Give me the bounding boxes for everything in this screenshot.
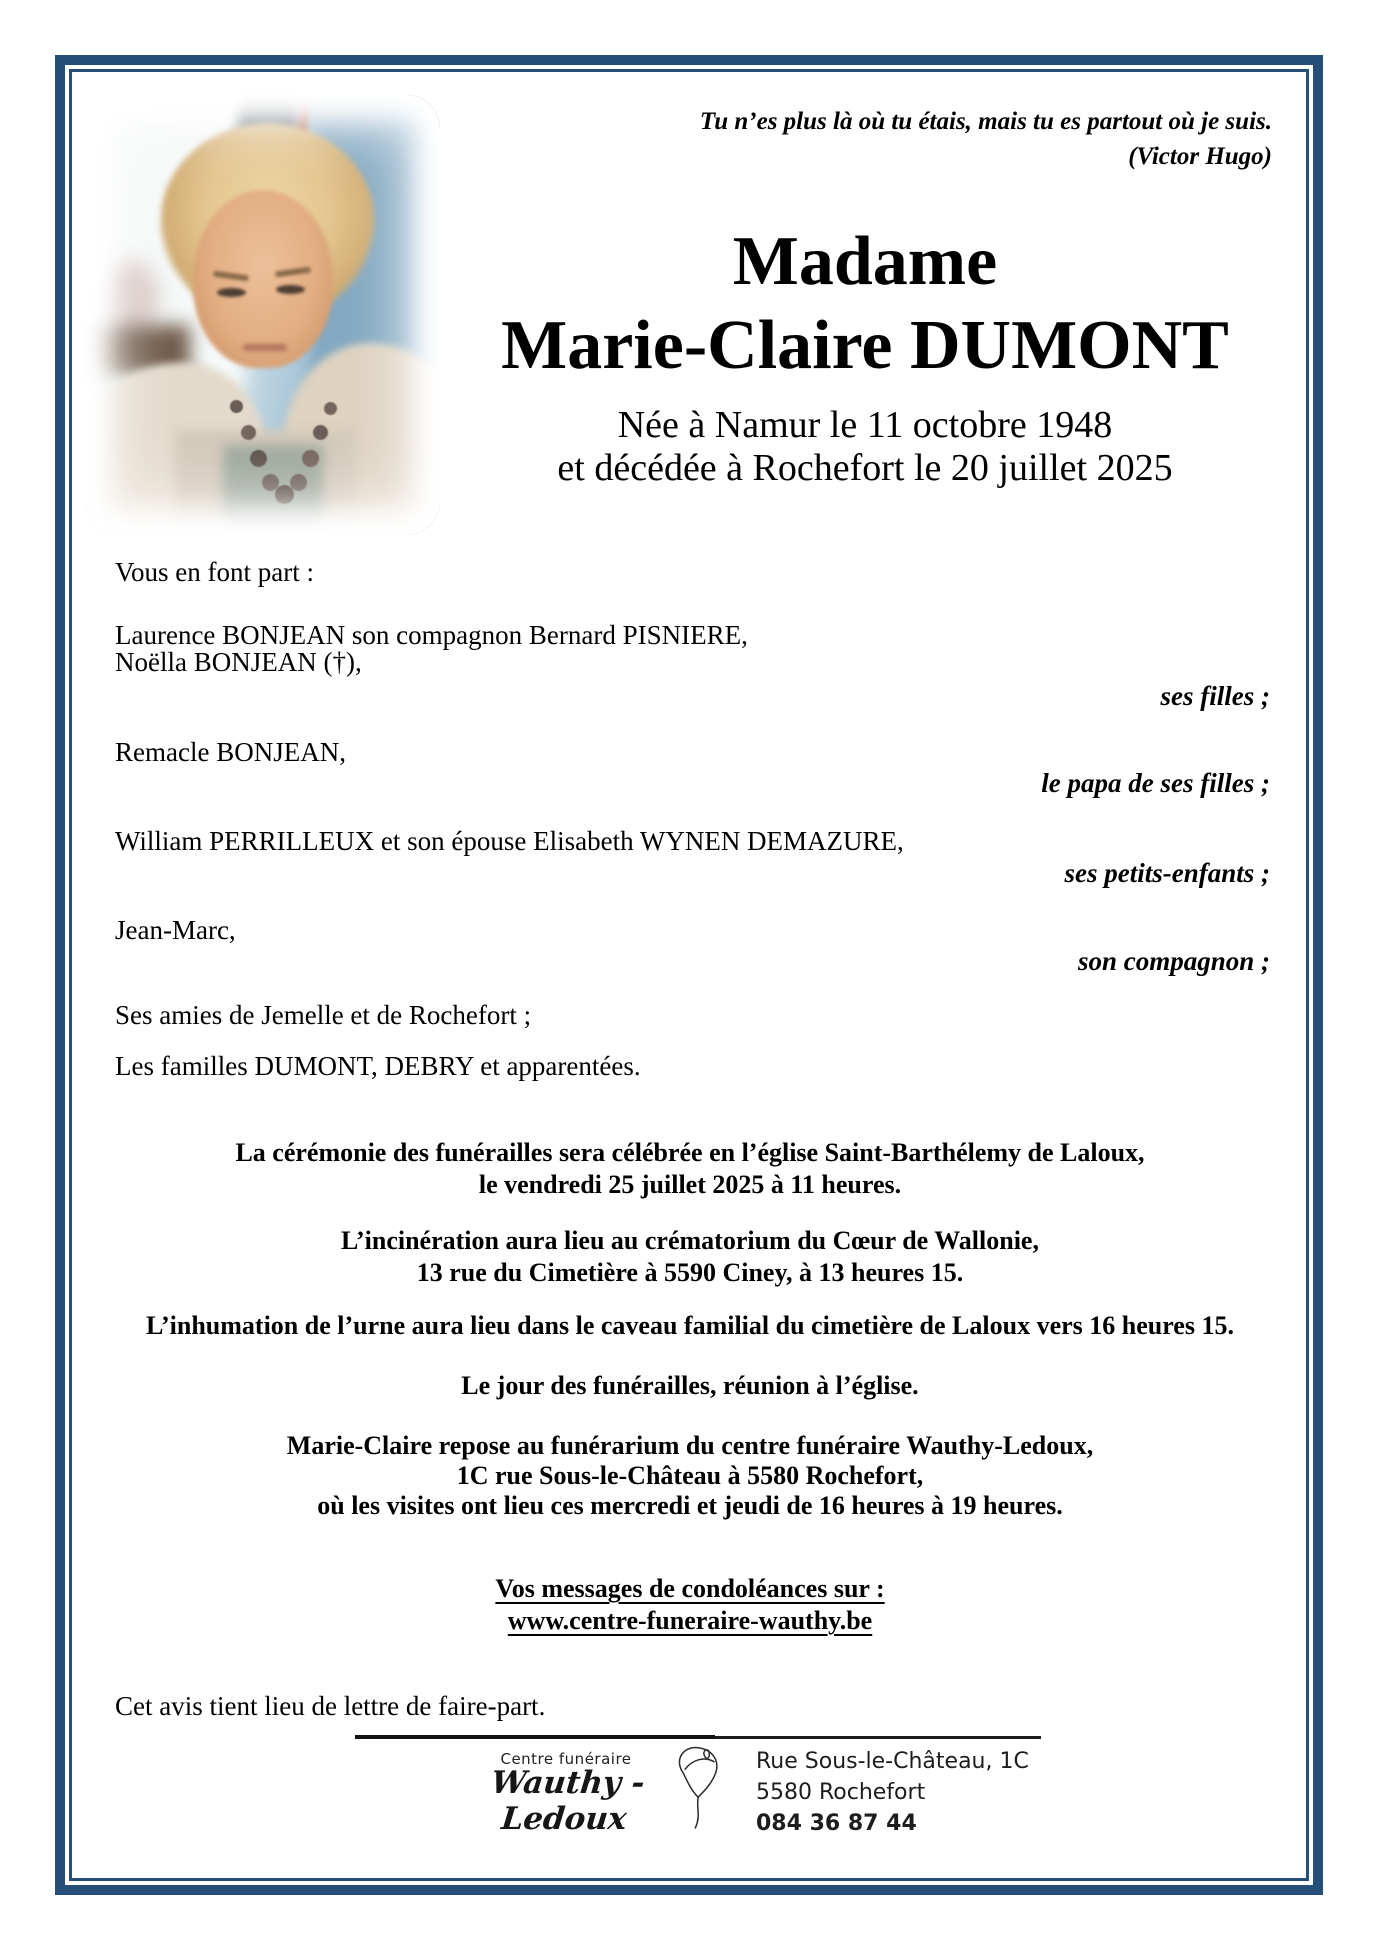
- ceremony-line: 13 rue du Cimetière à 5590 Ciney, à 13 heures 15.: [416, 1258, 964, 1287]
- deceased-title: Madame: [732, 223, 998, 300]
- ceremony-line: 1C rue Sous-le-Château à 5580 Rochefort,: [456, 1461, 924, 1490]
- footer-address-line1: Rue Sous-le-Château, 1C: [756, 1749, 1029, 1774]
- relation-label: son compagnon ;: [1077, 946, 1270, 976]
- family-line: Noëlla BONJEAN (†),: [115, 647, 362, 677]
- ceremony-line: où les visites ont lieu ces mercredi et jeudi de 16 heures à 19 heures.: [317, 1491, 1063, 1520]
- family-line: Ses amies de Jemelle et de Rochefort ;: [115, 1000, 532, 1030]
- relation-label: ses petits-enfants ;: [1064, 858, 1270, 888]
- death-line: et décédée à Rochefort le 20 juillet 2025: [557, 447, 1173, 489]
- footer-phone: 084 36 87 44: [756, 1811, 917, 1836]
- ceremony-line: Marie-Claire repose au funérarium du centre funéraire Wauthy-Ledoux,: [286, 1431, 1094, 1460]
- photo-feathered-edge: [85, 95, 440, 535]
- ceremony-line: L’incinération aura lieu au crématorium du Cœur de Wallonie,: [341, 1226, 1039, 1255]
- funeral-home-type: Centre funéraire: [500, 1750, 632, 1768]
- family-line: Laurence BONJEAN son compagnon Bernard PISNIERE,: [115, 620, 748, 650]
- ceremony-line: L’inhumation de l’urne aura lieu dans le caveau familial du cimetière de Laloux vers 16 heures 15.: [146, 1311, 1234, 1340]
- condolence-heading-text: Vos messages de condoléances sur :: [495, 1574, 885, 1603]
- birth-line: Née à Namur le 11 octobre 1948: [617, 404, 1113, 446]
- closing-line: Cet avis tient lieu de lettre de faire-part.: [115, 1691, 546, 1721]
- calla-lily-icon: [672, 1738, 728, 1838]
- ceremony-line: Le jour des funérailles, réunion à l’église.: [461, 1371, 919, 1400]
- funeral-home-name: Wauthy - Ledoux: [489, 1765, 647, 1837]
- condolence-url[interactable]: www.centre-funeraire-wauthy.be: [507, 1606, 873, 1635]
- announcement-intro: Vous en font part :: [115, 557, 314, 587]
- footer-divider-left: [355, 1735, 715, 1739]
- footer-address-line2: 5580 Rochefort: [756, 1780, 926, 1805]
- relation-label: ses filles ;: [1160, 681, 1270, 711]
- family-line: Jean-Marc,: [115, 915, 236, 945]
- deceased-name: Marie-Claire DUMONT: [501, 307, 1229, 384]
- ceremony-line: La cérémonie des funérailles sera célébrée en l’église Saint-Barthélemy de Laloux,: [235, 1138, 1145, 1167]
- quote-line: Tu n’es plus là où tu étais, mais tu es partout où je suis.: [699, 108, 1272, 135]
- quote-attribution: (Victor Hugo): [1128, 143, 1272, 170]
- family-line: Remacle BONJEAN,: [115, 737, 346, 767]
- family-line: Les familles DUMONT, DEBRY et apparentées.: [115, 1051, 641, 1081]
- funeral-home-address: [756, 1746, 1029, 1839]
- portrait-photo: [85, 95, 440, 535]
- family-line: William PERRILLEUX et son épouse Elisabeth WYNEN DEMAZURE,: [115, 826, 904, 856]
- condolence-heading: [60, 1574, 1320, 1604]
- condolence-url-row: [60, 1606, 1320, 1636]
- relation-label: le papa de ses filles ;: [1041, 768, 1270, 798]
- ceremony-line: le vendredi 25 juillet 2025 à 11 heures.: [478, 1170, 902, 1199]
- memorial-quote: [700, 104, 1272, 174]
